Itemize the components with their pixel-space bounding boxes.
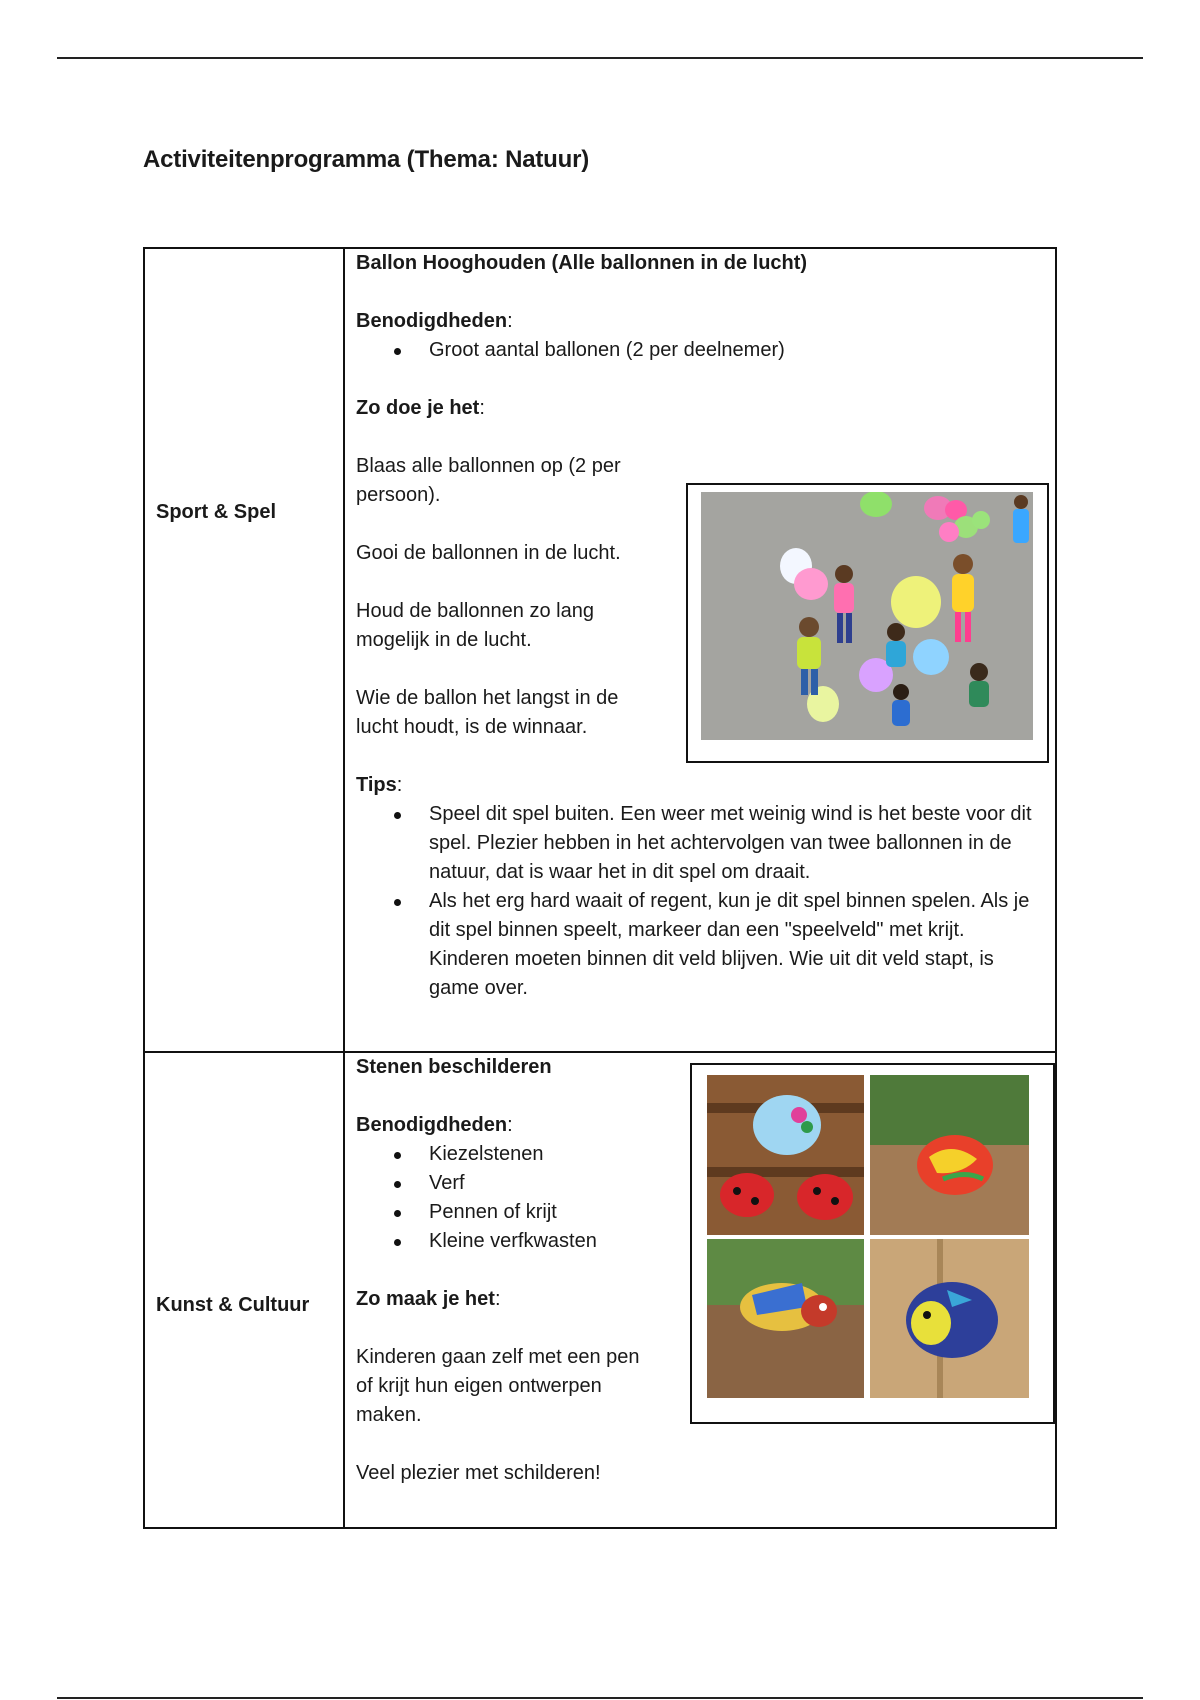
category-label: Sport & Spel	[156, 501, 277, 523]
materials-list	[356, 336, 1047, 365]
list-item: Als het erg hard waait of regent, kun je dit spel binnen spelen. Als je dit spel binnen speelt, markeer dan een "speelveld" met krijt. Kinderen moeten binnen dit veld blijven. Wie uit dit veld stapt, is game over.	[356, 887, 1047, 1003]
tips-heading: Tips:	[356, 774, 403, 796]
painted-stones-photo-frame	[690, 1063, 1055, 1424]
footer-rule	[57, 1697, 1143, 1699]
category-label: Kunst & Cultuur	[156, 1294, 310, 1316]
activity-row-sport	[143, 247, 1057, 1053]
list-item: Kleine verfkwasten	[356, 1227, 1047, 1256]
balloons-photo-frame	[686, 483, 1049, 763]
category-cell	[145, 1053, 345, 1527]
activity-name: Stenen beschilderen	[356, 1056, 552, 1078]
steps-heading: Zo maak je het:	[356, 1288, 501, 1310]
header-rule	[57, 57, 1143, 59]
list-item: Pennen of krijt	[356, 1198, 1047, 1227]
step-text: Blaas alle ballonnen op (2 per persoon).	[356, 455, 621, 506]
list-item: Speel dit spel buiten. Een weer met weinig wind is het beste voor dit spel. Plezier hebben in het achtervolgen van twee ballonnen in de natuur, dat is waar het in dit spel om draait.	[356, 800, 1047, 887]
page-title: Activiteitenprogramma (Thema: Natuur)	[143, 146, 589, 173]
list-item: Kiezelstenen	[356, 1140, 1047, 1169]
step-text: Houd de ballonnen zo lang mogelijk in de lucht.	[356, 600, 594, 651]
activity-name: Ballon Hooghouden (Alle ballonnen in de lucht)	[356, 252, 808, 274]
step-text: Wie de ballon het langst in de lucht houdt, is de winnaar.	[356, 687, 619, 738]
painted-stones-photo	[707, 1075, 1029, 1398]
step-text: Gooi de ballonnen in de lucht.	[356, 542, 621, 564]
list-item: Groot aantal ballonen (2 per deelnemer)	[356, 336, 1047, 365]
tips-list	[356, 800, 1047, 1003]
children-balloons-photo	[701, 492, 1033, 740]
steps-heading: Zo doe je het:	[356, 397, 485, 419]
materials-heading: Benodigdheden:	[356, 1114, 513, 1136]
step-text: Kinderen gaan zelf met een pen of krijt hun eigen ontwerpen maken.	[356, 1346, 640, 1426]
list-item: Verf	[356, 1169, 1047, 1198]
materials-heading: Benodigdheden:	[356, 310, 513, 332]
activity-row-art	[143, 1051, 1057, 1529]
category-cell	[145, 249, 345, 1051]
step-text: Veel plezier met schilderen!	[356, 1462, 601, 1484]
